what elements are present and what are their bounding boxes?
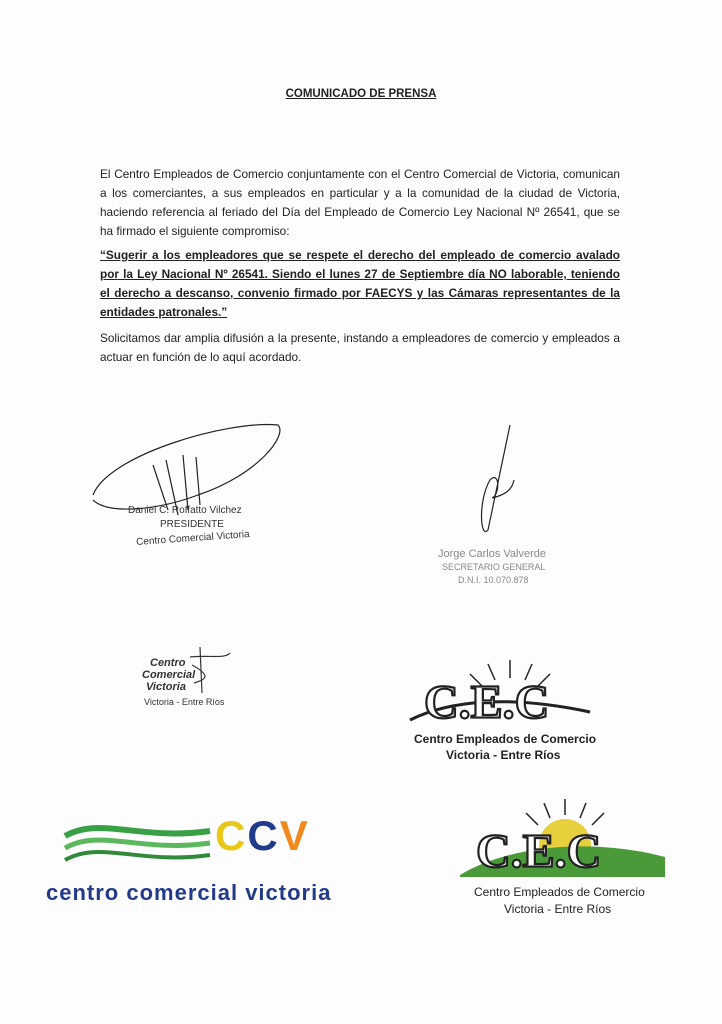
ccv-acronym-v: V <box>279 812 310 859</box>
cec-mono-acronym: C.E.C <box>424 676 550 729</box>
signer-org-left: Centro Comercial Victoria <box>135 529 250 548</box>
stamp-ccv-location: Victoria - Entre Ríos <box>144 697 225 707</box>
intro-paragraph: El Centro Empleados de Comercio conjuntamente con el Centro Comercial de Victoria, comunican a los comerciantes, a sus empleados en particular y a la comunidad de la ciudad de Victoria, haciendo referencia al feriado del Día del Empleado de Comercio Ley Nacional Nº 26541, que se ha firmado el siguiente compromiso: <box>100 167 620 238</box>
cec-mono-city: Victoria - Entre Ríos <box>446 748 561 762</box>
logo-ccv <box>40 810 370 910</box>
signer-name-left: Daniel C. Roffatto Vilchez <box>128 505 242 516</box>
ccv-acronym <box>215 812 310 860</box>
signature-president <box>88 415 288 555</box>
ccv-waves-icon <box>60 816 230 876</box>
signer-name-right: Jorge Carlos Valverde <box>438 548 547 560</box>
cec-color-graphic <box>450 795 680 880</box>
ccv-acronym-c1: C <box>215 812 248 859</box>
cec-mono-name: Centro Empleados de Comercio <box>414 732 597 746</box>
cec-mono-graphic <box>390 650 630 730</box>
cec-color-city: Victoria - Entre Ríos <box>504 902 612 916</box>
cec-color-acronym: C.E.C <box>476 825 602 878</box>
logo-cec-color <box>450 795 680 930</box>
ccv-name: centro comercial victoria <box>46 880 332 905</box>
commitment-quote: “Sugerir a los empleadores que se respete el derecho del empleado de comercio avalado por la Ley Nacional Nº 26541. Siendo el lunes 27 de Septiembre día NO laborable, teniendo el derecho a descanso, convenio firmado por FAECYS y las Cámaras representantes de la entidades patronales.” <box>100 248 620 319</box>
ccv-acronym-c2: C <box>247 812 280 859</box>
document-title: COMUNICADO DE PRENSA <box>285 88 437 100</box>
logo-cec-monochrome <box>390 650 630 770</box>
stamp-ccv-word-3: Victoria <box>146 681 186 693</box>
cec-color-name: Centro Empleados de Comercio <box>474 885 645 899</box>
stamp-centro-comercial <box>130 645 250 715</box>
signature-scribble-right <box>430 420 580 550</box>
signer-dni-right: D.N.I. 10.070.878 <box>458 575 529 585</box>
stamp-ccv-word-2: Comercial <box>142 669 196 681</box>
signature-secretary <box>430 420 580 600</box>
signer-role-right: SECRETARIO GENERAL <box>442 562 546 572</box>
signer-role-left: PRESIDENTE <box>160 519 224 530</box>
closing-paragraph: Solicitamos dar amplia difusión a la presente, instando a empleadores de comercio y empleados a actuar en función de lo aquí acordado. <box>100 331 620 364</box>
stamp-ccv-word-1: Centro <box>150 657 186 669</box>
